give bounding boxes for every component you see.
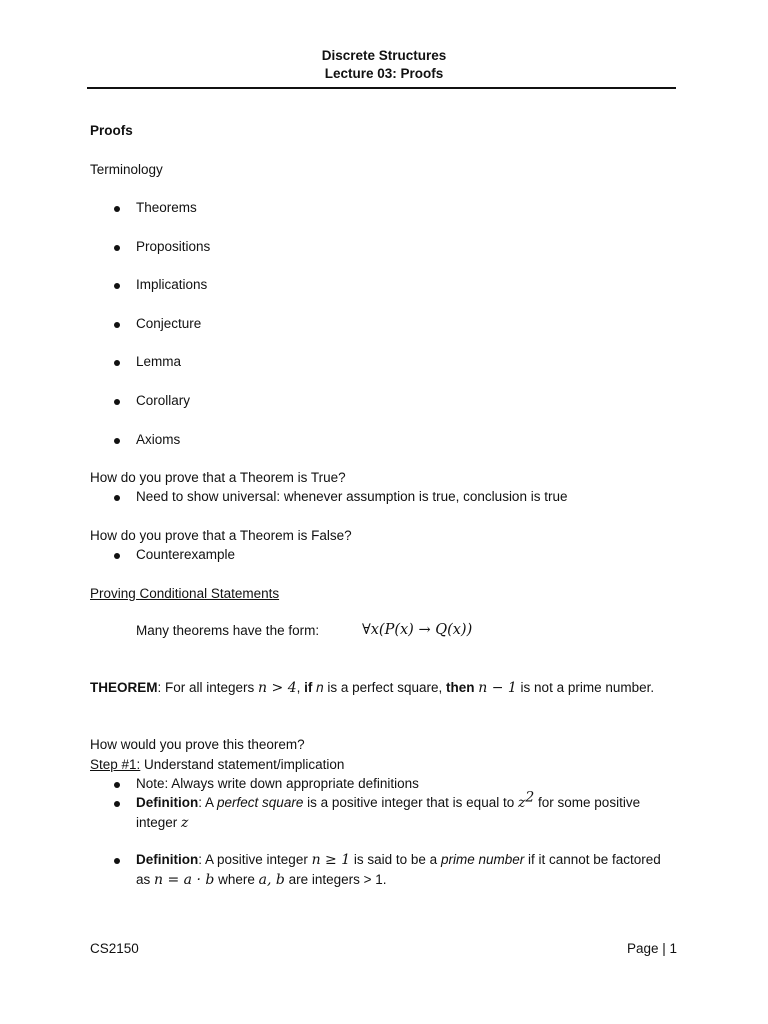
definition-text: : A xyxy=(198,795,218,810)
bullet-icon xyxy=(114,438,120,444)
prove-true-bullet: Need to show universal: whenever assumption is true, conclusion is true xyxy=(136,489,568,504)
bullet-icon xyxy=(114,858,120,864)
list-item: Corollary xyxy=(136,393,191,408)
theorem-text: is a perfect square, xyxy=(323,680,446,695)
definition-term: perfect square xyxy=(217,795,304,810)
definition-math: a, b xyxy=(258,872,285,888)
list-item: Theorems xyxy=(136,200,197,215)
footer-page-number: Page | 1 xyxy=(626,941,677,956)
course-title: Discrete Structures xyxy=(321,48,447,63)
definition-text: if it cannot be factored xyxy=(524,852,661,867)
definition-term: prime number xyxy=(440,852,525,867)
theorem-text: : For all integers xyxy=(157,680,259,695)
bullet-icon xyxy=(114,360,120,366)
terminology-label: Terminology xyxy=(90,162,163,177)
list-item: Propositions xyxy=(136,239,211,254)
section-title: Proofs xyxy=(90,123,133,138)
step-label: Step #1: xyxy=(90,757,141,772)
form-label: Many theorems have the form: xyxy=(136,623,320,638)
bullet-icon xyxy=(114,782,120,788)
lecture-title: Lecture 03: Proofs xyxy=(324,66,444,81)
prove-true-question: How do you prove that a Theorem is True? xyxy=(90,470,346,485)
definition-prime-number-line2 xyxy=(136,871,387,889)
bullet-icon xyxy=(114,206,120,212)
theorem-label: THEOREM xyxy=(90,680,158,695)
step-text: Understand statement/implication xyxy=(140,757,345,772)
definition-text: integer xyxy=(136,815,182,830)
list-item: Lemma xyxy=(136,354,182,369)
definition-perfect-square xyxy=(136,789,641,812)
theorem-math: n > 4 xyxy=(258,680,297,696)
definition-math: n = a · b xyxy=(154,872,215,888)
step-line xyxy=(90,756,344,774)
conditional-heading: Proving Conditional Statements xyxy=(90,586,280,601)
definition-math: z xyxy=(181,815,189,831)
bullet-icon xyxy=(114,283,120,289)
definition-text: where xyxy=(214,872,259,887)
header-divider xyxy=(87,87,676,89)
definition-text: is a positive integer that is equal to xyxy=(303,795,518,810)
theorem-keyword-then: then xyxy=(445,680,475,695)
list-item: Axioms xyxy=(136,432,181,447)
definition-text: as xyxy=(136,872,155,887)
definition-math: z xyxy=(517,795,526,811)
definition-prime-number xyxy=(136,851,661,869)
definition-perfect-square-line2 xyxy=(136,814,188,832)
bullet-icon xyxy=(114,322,120,328)
bullet-icon xyxy=(114,553,120,559)
list-item: Implications xyxy=(136,277,208,292)
definition-text: is said to be a xyxy=(350,852,441,867)
prove-false-question: How do you prove that a Theorem is False? xyxy=(90,528,352,543)
definition-math-exponent: 2 xyxy=(525,789,535,806)
list-item: Conjecture xyxy=(136,316,202,331)
definition-text: for some positive xyxy=(534,795,641,810)
theorem-keyword-if: if xyxy=(304,680,313,695)
bullet-icon xyxy=(114,245,120,251)
definition-math: n ≥ 1 xyxy=(311,852,351,868)
theorem-statement xyxy=(90,679,654,697)
footer-course-code: CS2150 xyxy=(90,941,139,956)
definition-label: Definition xyxy=(136,795,199,810)
approach-question: How would you prove this theorem? xyxy=(90,737,305,752)
definition-text: : A positive integer xyxy=(198,852,312,867)
theorem-text: is not a prime number. xyxy=(516,680,655,695)
bullet-icon xyxy=(114,801,120,807)
theorem-text: , xyxy=(296,680,305,695)
prove-false-bullet: Counterexample xyxy=(136,547,236,562)
theorem-math: n xyxy=(316,680,324,695)
form-formula: ∀x(P(x) → Q(x)) xyxy=(362,622,473,638)
definition-text: are integers > 1. xyxy=(284,872,387,887)
bullet-icon xyxy=(114,399,120,405)
definition-label: Definition xyxy=(136,852,199,867)
note-text: Note: Always write down appropriate definitions xyxy=(136,776,419,791)
theorem-math: n − 1 xyxy=(478,680,517,696)
bullet-icon xyxy=(114,495,120,501)
